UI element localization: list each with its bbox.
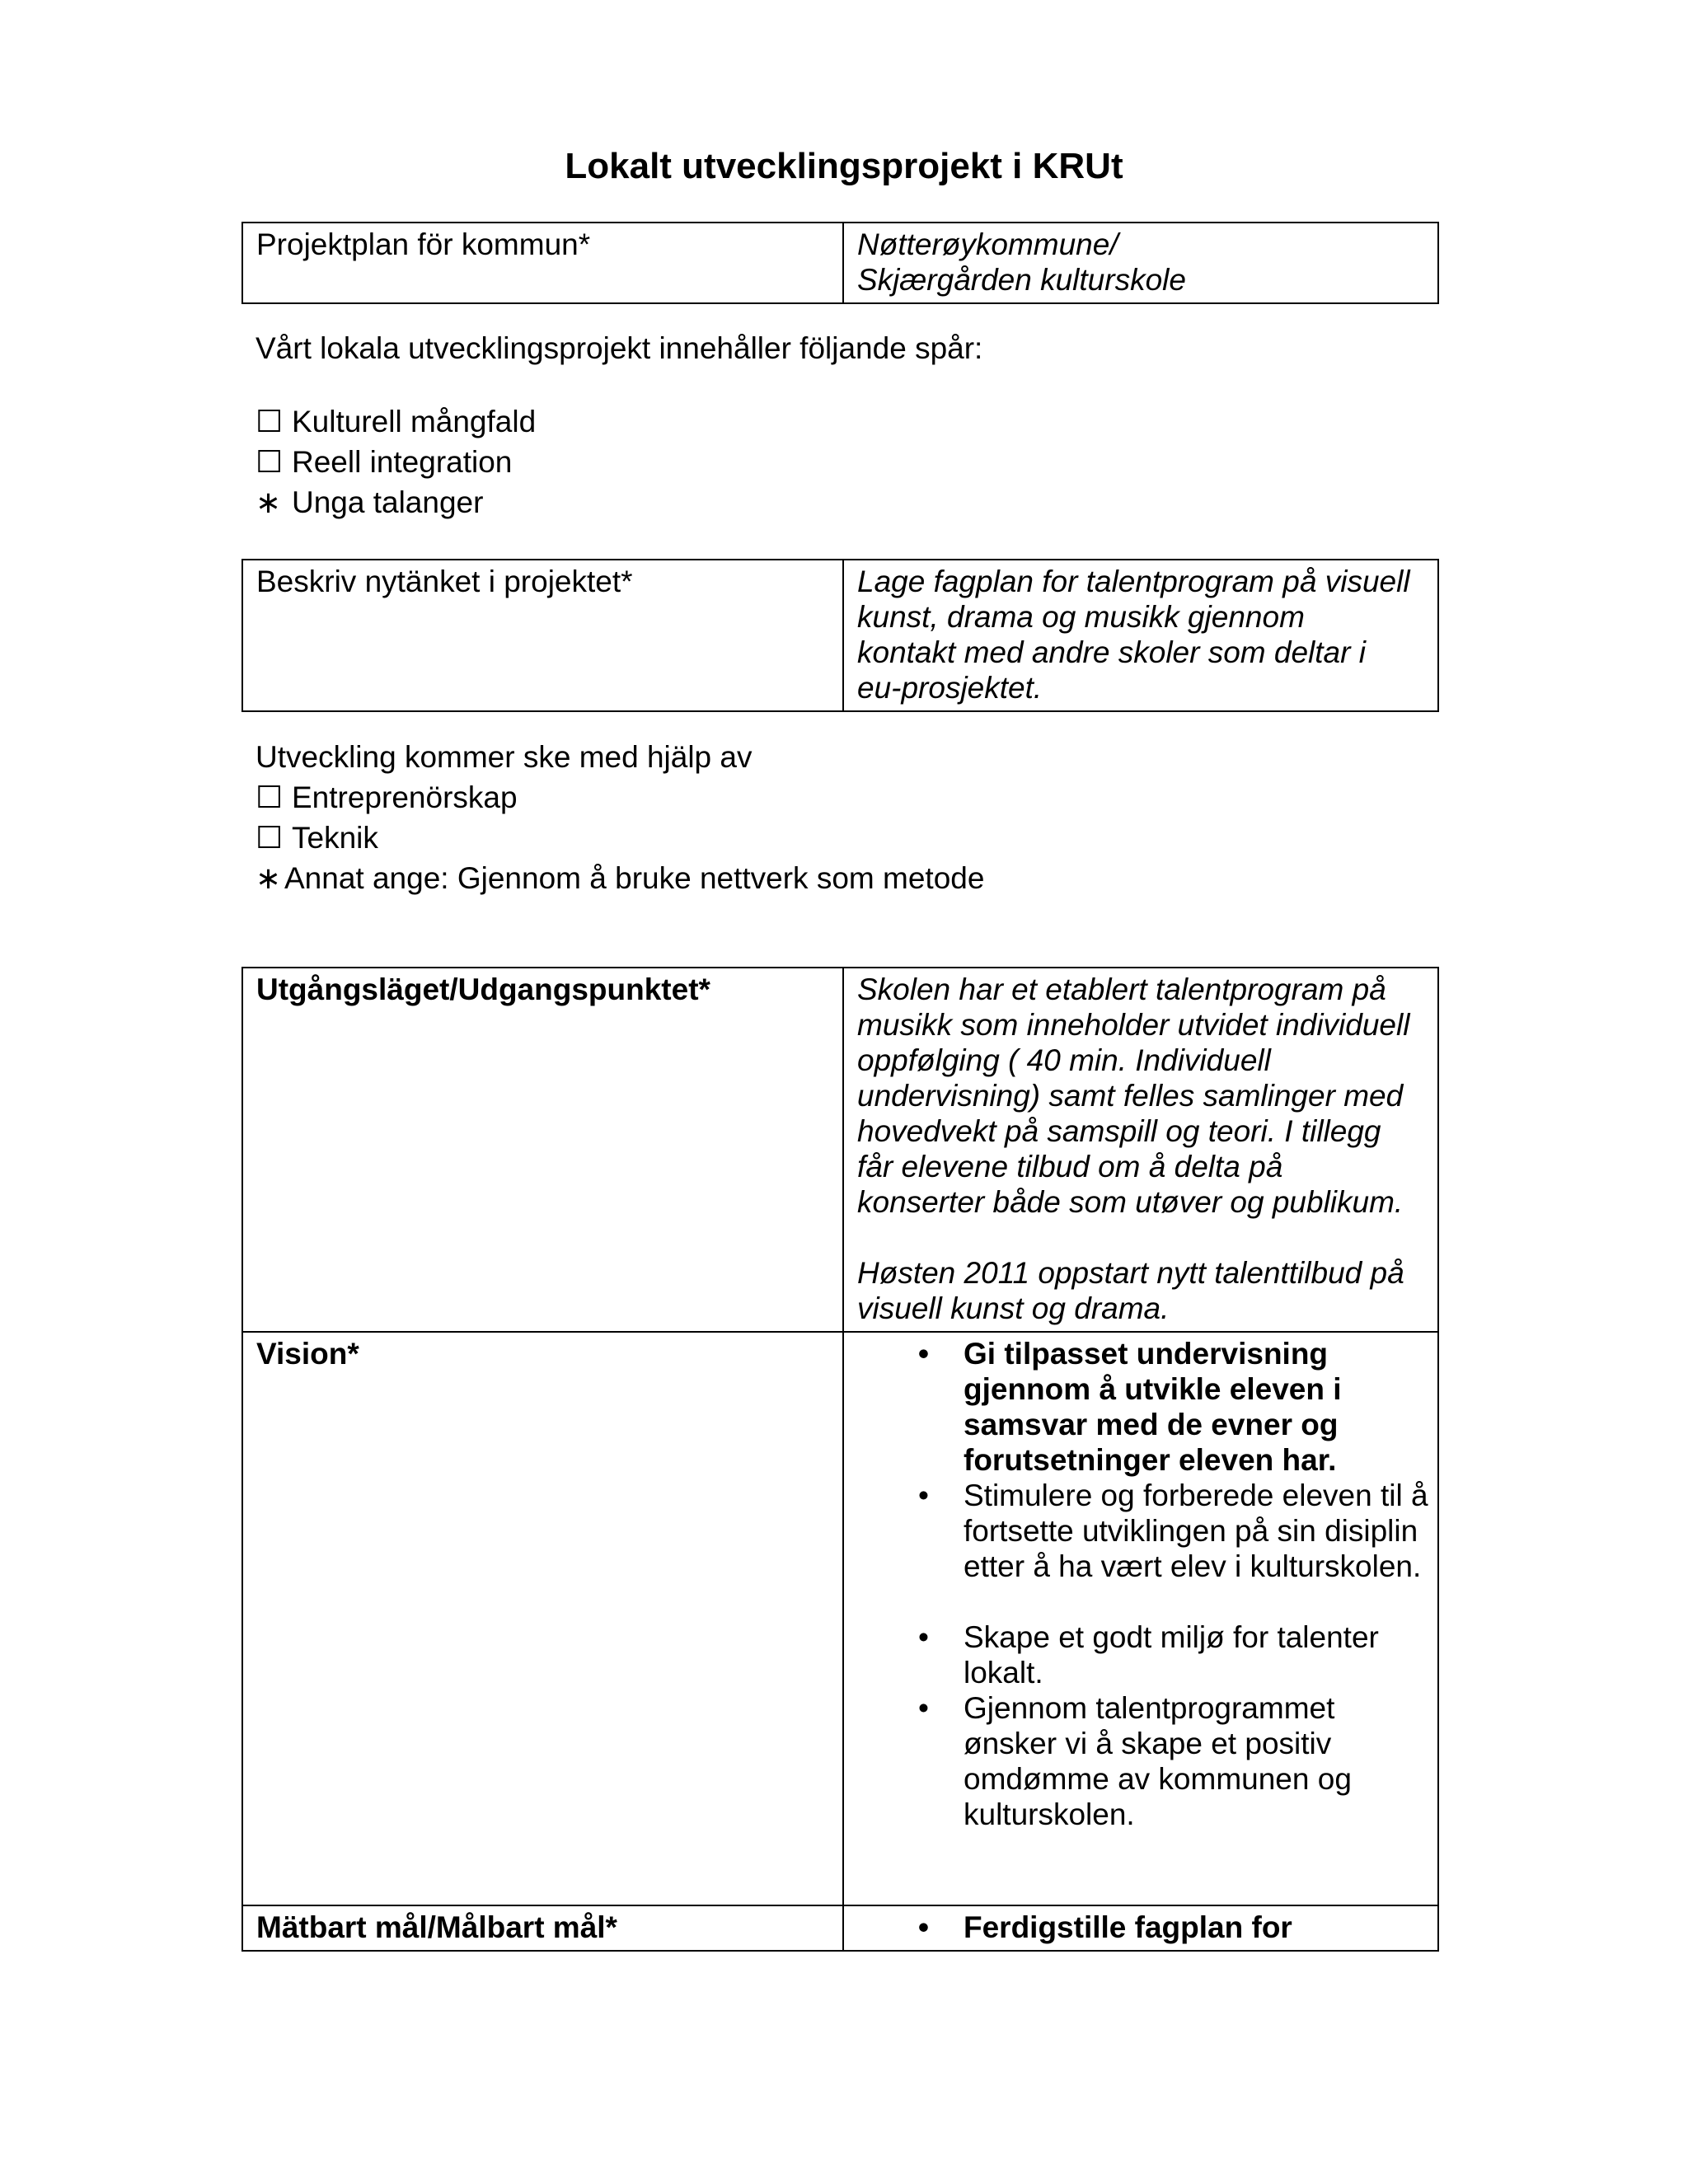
vision-list xyxy=(857,1336,1428,1832)
track-item-young-talents xyxy=(256,482,982,523)
measurable-goal-value xyxy=(843,1905,1438,1951)
list-item: • Gjennom talentprogrammet ønsker vi å skape et positiv omdømme av kommunen og kulturskolen. xyxy=(964,1690,1424,1832)
asterisk-icon: ∗ xyxy=(256,861,282,895)
new-thinking-label: Beskriv nytänket i projektet* xyxy=(242,560,843,711)
measurable-goal-label: Mätbart mål/Målbart mål* xyxy=(242,1905,843,1951)
new-thinking-line: eu-prosjektet. xyxy=(857,671,1043,705)
municipality-label: Projektplan för kommun* xyxy=(242,223,843,303)
track-item-cultural-diversity xyxy=(256,401,982,442)
checkbox-icon: ☐ xyxy=(256,405,284,438)
new-thinking-value xyxy=(843,560,1438,711)
development-intro: Utveckling kommer ske med hjälp av xyxy=(256,740,753,774)
list-item: • Gi tilpasset undervisning gjennom å utvikle eleven i samsvar med de evner og forutsetninger eleven har. xyxy=(964,1336,1424,1478)
vision-label: Vision* xyxy=(242,1332,843,1905)
measurable-goal-list xyxy=(857,1910,1424,1945)
municipality-value xyxy=(843,223,1438,303)
new-thinking-line: Lage fagplan for talentprogram på visuell xyxy=(857,565,1410,598)
table-row xyxy=(242,968,1438,1332)
starting-point-line: Skolen har et etablert talentprogram på xyxy=(857,972,1386,1006)
starting-point-line: hovedvekt på samspill og teori. I tillegg xyxy=(857,1114,1381,1148)
new-thinking-table xyxy=(241,559,1439,712)
development-section xyxy=(256,737,984,898)
starting-point-line: undervisning) samt felles samlinger med xyxy=(857,1079,1404,1113)
track-label: Reell integration xyxy=(292,445,513,479)
development-label: Annat ange: Gjennom å bruke nettverk som metode xyxy=(284,861,985,895)
page-title: Lokalt utvecklingsprojekt i KRUt xyxy=(565,146,1123,186)
checkbox-icon: ☐ xyxy=(256,821,284,855)
checkbox-icon: ☐ xyxy=(256,780,284,814)
track-item-real-integration xyxy=(256,442,982,482)
list-item: • Ferdigstille fagplan for xyxy=(964,1910,1424,1945)
starting-point-label: Utgångsläget/Udgangspunktet* xyxy=(242,968,843,1332)
new-thinking-line: kontakt med andre skoler som deltar i xyxy=(857,635,1366,669)
development-item-technology xyxy=(256,818,984,858)
starting-point-line: konserter både som utøver og publikum. xyxy=(857,1185,1404,1219)
starting-point-value xyxy=(843,968,1438,1332)
municipality-value-line: Skjærgården kulturskole xyxy=(857,263,1186,297)
new-thinking-line: kunst, drama og musikk gjennom xyxy=(857,600,1305,634)
development-label: Teknik xyxy=(292,821,378,855)
tracks-section xyxy=(256,328,982,523)
development-item-entrepreneurship xyxy=(256,777,984,818)
track-label: Unga talanger xyxy=(292,485,484,519)
table-row xyxy=(242,1905,1438,1951)
list-item: • Stimulere og forberede eleven til å fortsette utviklingen på sin disiplin etter å ha vært elev i kulturskolen. xyxy=(964,1478,1424,1584)
plan-table xyxy=(241,967,1439,1952)
tracks-intro: Vårt lokala utvecklingsprojekt innehåller följande spår: xyxy=(256,331,983,365)
track-label: Kulturell mångfald xyxy=(292,405,537,438)
development-label: Entreprenörskap xyxy=(292,780,518,814)
development-item-other xyxy=(256,858,984,898)
vision-value xyxy=(843,1332,1438,1905)
starting-point-line: får elevene tilbud om å delta på xyxy=(857,1150,1283,1183)
checkbox-icon: ☐ xyxy=(256,445,284,479)
starting-point-line: Høsten 2011 oppstart nytt talenttilbud på xyxy=(857,1256,1404,1290)
municipality-table xyxy=(241,222,1439,304)
table-row xyxy=(242,1332,1438,1905)
starting-point-line: musikk som inneholder utvidet individuell xyxy=(857,1008,1410,1042)
municipality-value-line: Nøtterøykommune/ xyxy=(857,227,1118,261)
starting-point-line: visuell kunst og drama. xyxy=(857,1291,1170,1325)
asterisk-icon: ∗ xyxy=(256,485,282,519)
list-item: • Skape et godt miljø for talenter lokalt. xyxy=(964,1619,1424,1690)
starting-point-line: oppfølging ( 40 min. Individuell xyxy=(857,1043,1271,1077)
